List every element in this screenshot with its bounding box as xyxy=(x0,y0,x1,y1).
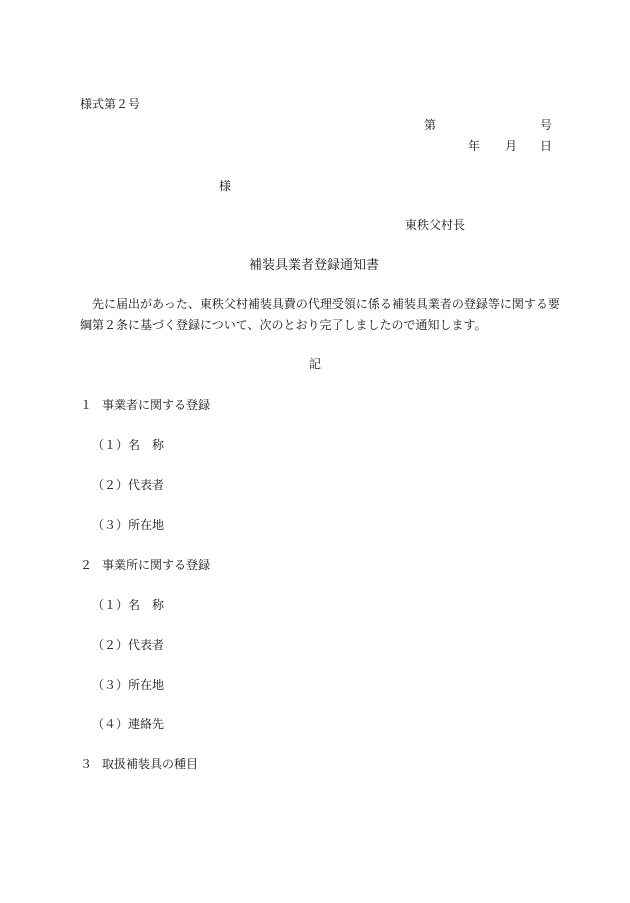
section-2-item-2 xyxy=(92,639,164,651)
item-number: （１） xyxy=(92,598,129,612)
item-label: 名 称 xyxy=(128,438,165,452)
item-label: 所在地 xyxy=(128,518,165,532)
section-1-heading xyxy=(80,399,210,411)
body-line-2: 綱第２条に基づく登録について、次のとおり完了しましたので通知します。 xyxy=(80,318,487,332)
section-number: ２ xyxy=(80,558,93,572)
section-2-heading xyxy=(80,559,210,571)
date-day: 日 xyxy=(540,139,553,153)
section-title: 事業所に関する登録 xyxy=(102,558,211,572)
issuer-name: 東秩父村長 xyxy=(405,218,466,232)
section-2-item-3 xyxy=(92,679,164,691)
body-line-1: 先に届出があった、東秩父村補装具費の代理受領に係る補装具業者の登録等に関する要 xyxy=(92,297,560,311)
ki-heading: 記 xyxy=(309,357,322,371)
item-label: 代表者 xyxy=(128,478,165,492)
item-label: 所在地 xyxy=(128,678,165,692)
date-month: 月 xyxy=(505,139,518,153)
section-title: 事業者に関する登録 xyxy=(102,398,211,412)
section-1-item-1 xyxy=(92,439,164,451)
item-number: （３） xyxy=(92,518,129,532)
item-number: （２） xyxy=(92,478,129,492)
document-title: 補装具業者登録通知書 xyxy=(249,258,380,273)
section-3-heading xyxy=(80,758,198,770)
section-2-item-4 xyxy=(92,718,164,730)
form-label: 様式第２号 xyxy=(80,97,141,111)
section-1-item-3 xyxy=(92,519,164,531)
date-year: 年 xyxy=(468,139,481,153)
item-number: （２） xyxy=(92,638,129,652)
doc-number-prefix: 第 xyxy=(424,118,437,132)
item-number: （３） xyxy=(92,678,129,692)
item-number: （１） xyxy=(92,438,129,452)
section-title: 取扱補装具の種目 xyxy=(102,757,199,771)
item-number: （４） xyxy=(92,717,129,731)
section-2-item-1 xyxy=(92,599,164,611)
item-label: 名 称 xyxy=(128,598,165,612)
item-label: 代表者 xyxy=(128,638,165,652)
section-number: １ xyxy=(80,398,93,412)
doc-number-suffix: 号 xyxy=(540,118,553,132)
section-number: ３ xyxy=(80,757,93,771)
item-label: 連絡先 xyxy=(128,717,165,731)
addressee-suffix: 様 xyxy=(219,179,232,193)
section-1-item-2 xyxy=(92,479,164,491)
